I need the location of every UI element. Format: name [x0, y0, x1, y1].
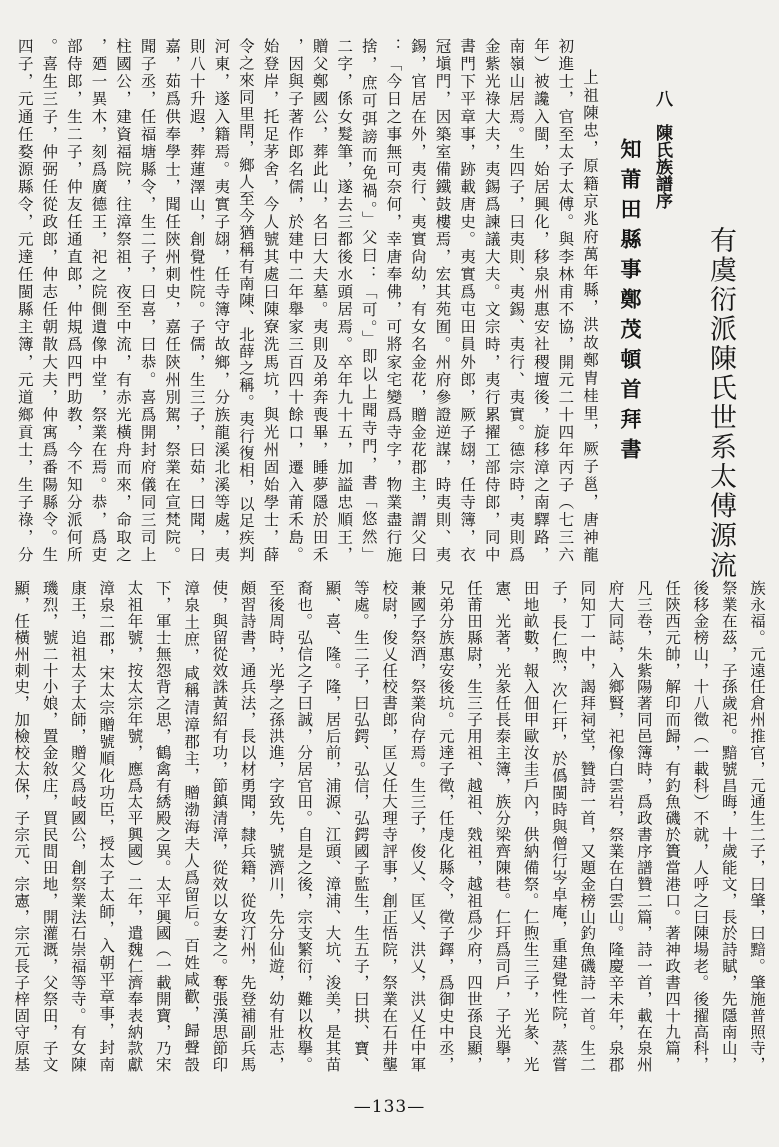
body-column: 部侍郎，生二子，仲友任通直郎，仲規爲四門助教，今不知分派何所 — [64, 38, 83, 562]
body-column: ，廼一異木，刻爲廣德王，祀之院側遺像中堂，祭業在焉。恭，爲吏 — [89, 38, 108, 562]
body-column: 田地畝數，報入佃甲歐汝圭戶內，供納備祭。仁煦生三子，光彖、光 — [521, 580, 540, 1072]
body-column: 璣烈，號二十小娘，置金敘庄，買民間田地，開灌溉，父祭田，子文 — [40, 580, 59, 1072]
section-heading: 八 陳氏族譜序 — [652, 90, 672, 209]
body-column: 始登岸，托足茅舍，今人號其處曰陳寮洗馬坑，與光州固始學士，薛 — [261, 38, 280, 562]
body-column: 贈父鄭國公，葬此山，名曰大夫墓。夷則及弟奔喪畢，睡夢隱於田禾 — [310, 38, 329, 562]
body-column: 聞子丞，任福塘縣令，生二子，曰喜，曰恭。喜爲開封府儀同三司上 — [138, 38, 157, 562]
body-column: 顯，任橫州刺史，加檢校太保，子宗元、宗憲，宗元長子梓固守原基 — [12, 580, 31, 1072]
body-column: 漳泉土庶，咸稱清漳郡主，贈渤海夫人爲留后。百姓咸歡，歸聲嗀 — [182, 580, 201, 1072]
page-title: 有虞衍派陳氏世系太傅源流 — [705, 226, 736, 578]
body-column: 使，與留從效誅黃紹有功，節鎮清漳，從效以女妻之。奪張漢思節印 — [210, 580, 229, 1072]
body-column: 年）被讒入閩，始居興化，移泉州惠安社稷壇後，旋移漳之南驛路， — [531, 38, 550, 562]
body-column: 凡三卷，朱紫陽著同邑簿時，爲政書序譜贊二篇，詩一首，載在泉州 — [634, 580, 653, 1072]
body-column: 太祖年號，按太宗年號，應爲太平興國）二年，遣魏仁濟奉表納款獻 — [125, 580, 144, 1072]
body-column: 族永福。元遠任倉州推官，元通生二子，曰肇，曰黯。肇施普照寺， — [748, 580, 766, 1072]
body-column: 憲、光著，光彖任長泰主簿，族分梁齊陳巷。仁玕爲司戶，子光擧， — [493, 580, 512, 1072]
body-column: 子，長仁煦，次仁玕，於僞閩時與僧行岑卓庵，重建覺性院，蒸嘗 — [549, 580, 568, 1072]
body-column: 金紫光祿大夫，夷錫爲諫議大夫。文宗時，夷行累擢工部侍郎，同中 — [482, 38, 501, 562]
body-column: 裔也。弘信之子曰誠，分居官田。自是之後，宗支繁衍，難以枚擧。 — [295, 580, 314, 1072]
page-number: —133— — [353, 1097, 426, 1117]
body-column: 兄弟分族惠安後坑。元達子徵，任虔化縣令，徵子鐸，爲御史中丞， — [436, 580, 455, 1072]
top-text-block — [12, 38, 602, 562]
body-column: 二字，係女髮筆，遂去三都後水頭居焉。卒年九十五，加謚忠順王， — [335, 38, 354, 562]
body-column: 頗習詩書，通兵法，長以材勇聞，隸兵籍，從攻汀州，先登補副兵馬 — [238, 580, 257, 1072]
body-column: 府大同誌，入鄉賢，祀像白雲岩，祭業在白雲山。隆慶辛未年，泉郡 — [606, 580, 625, 1072]
body-column: 兼國子祭酒，祭業尙存焉。生三子，俊乂、匡乂、洪乂，洪乂任中軍 — [408, 580, 427, 1072]
body-column: 康王，追祖太子太師，贈父爲岐國公，創祭業法石崇福等寺。有女陳 — [68, 580, 87, 1072]
body-column: 上祖陳忠，原籍京兆府萬年縣，洪故鄭胄桂里，厥子邕，唐神龍 — [581, 69, 599, 562]
body-column: 等處。生二子，曰弘鍔、弘信，弘鍔國子監生，生五子，曰拱、寶、 — [351, 580, 370, 1072]
body-column: 。喜生三子，仲弼任從政郎，仲志任朝散大夫，仲寓爲番陽縣令。生 — [40, 38, 59, 562]
body-column: 柱國公，建資福院，往漳祭祖，夜至中流，有赤光橫舟而來，命取之 — [114, 38, 133, 562]
bottom-text-block — [7, 580, 771, 1072]
body-column: 任陝西元帥，解印而歸，有釣魚磯於簣當港口。著神政書四十九篇， — [663, 580, 682, 1072]
body-column: 同知丁一中，謁拜祠堂，贊詩一首，又題金榜山釣魚磯詩一首。生二 — [578, 580, 597, 1072]
body-column: 河東，遂入籍焉。夷實子翃，任寺簿守故鄉，分族龍溪北溪等處，夷 — [212, 38, 231, 562]
body-column: ：「今日之事無可奈何，幸唐奉佛，可將家宅變爲寺字，物業盡行施 — [384, 38, 403, 562]
body-column: 祭業在茲，子孫歲祀。黯號昌晦，十歲能文，長於詩賦，先隱南山， — [719, 580, 738, 1072]
body-column: 下，軍士無怨背之思，鶴禽有綉殿之異。太平興國（一載開寶，乃宋 — [153, 580, 172, 1072]
body-column: 任莆田縣尉，生三子用祖、越祖、戣祖，越祖爲少府，四世孫良顯， — [465, 580, 484, 1072]
body-column: 南嶺山居焉。生四子，曰夷則、夷錫、夷行、夷實。德宗時，夷則爲 — [507, 38, 526, 562]
author-byline: 知莆田縣事鄭茂頓首拜書 — [618, 138, 643, 468]
body-column: 則八十升遐，葬蓮澤山，創覺性院。子儒，生三子，曰茹，曰聞，曰 — [187, 38, 206, 562]
body-column: 後移金榜山，十八徵（一載科）不就，人呼之曰陳場老。後擢高科， — [691, 580, 710, 1072]
body-column: 至後周時，光學之孫洪進，字致先，號濟川，先分仙遊，幼有壯志， — [266, 580, 285, 1072]
body-column: 校尉，俊乂任校書郎，匡乂任大理寺評事，創正悟院，祭業在石井壟 — [380, 580, 399, 1072]
body-column: 錫，官居在外，夷行、夷實尙幼，有女名金花，贈金花郡主，謂父曰 — [408, 38, 427, 562]
body-column: ，因與子著作郎名儒，於建中二年舉家三百四十餘口，遷入莆禾島。 — [286, 38, 305, 562]
body-column: 捨，庶可弭謗而免禍。」父曰：「可。」即以上聞寺門，書「悠然」 — [359, 38, 378, 562]
body-column: 令之來同里閈，鄉人至今猶稱有南陳、北薛之稱。夷行復相，以足疾判 — [236, 38, 255, 562]
body-column: 初進士，官至太子太傅。與李林甫不協，開元二十四年丙子（七三六 — [556, 38, 575, 562]
body-column: 書門下平章事，跡載唐史。夷實爲屯田員外郎，厥子翃，任寺簿，衣 — [458, 38, 477, 562]
body-column: 四子，元通任婺源縣令，元達任閩縣主簿，元道鄉貢士，生子祿，分 — [15, 38, 34, 562]
body-column: 冠塡門，因築室備鐵鼓樓焉，宏其苑囿。州府參證逆謀，時夷則、夷 — [433, 38, 452, 562]
body-column: 漳泉二郡，宋太宗贈號順化功臣，授太子太師，入朝平章事，封南 — [97, 580, 116, 1072]
body-column: 顯、喜、隆。隆，居后前，浦源、江頭、漳浦、大坑、浚美，是其苗 — [323, 580, 342, 1072]
body-column: 嘉，茹爲供奉學士，聞任陝州刺史，嘉任陝州別駕，祭業在宣梵院。 — [163, 38, 182, 562]
